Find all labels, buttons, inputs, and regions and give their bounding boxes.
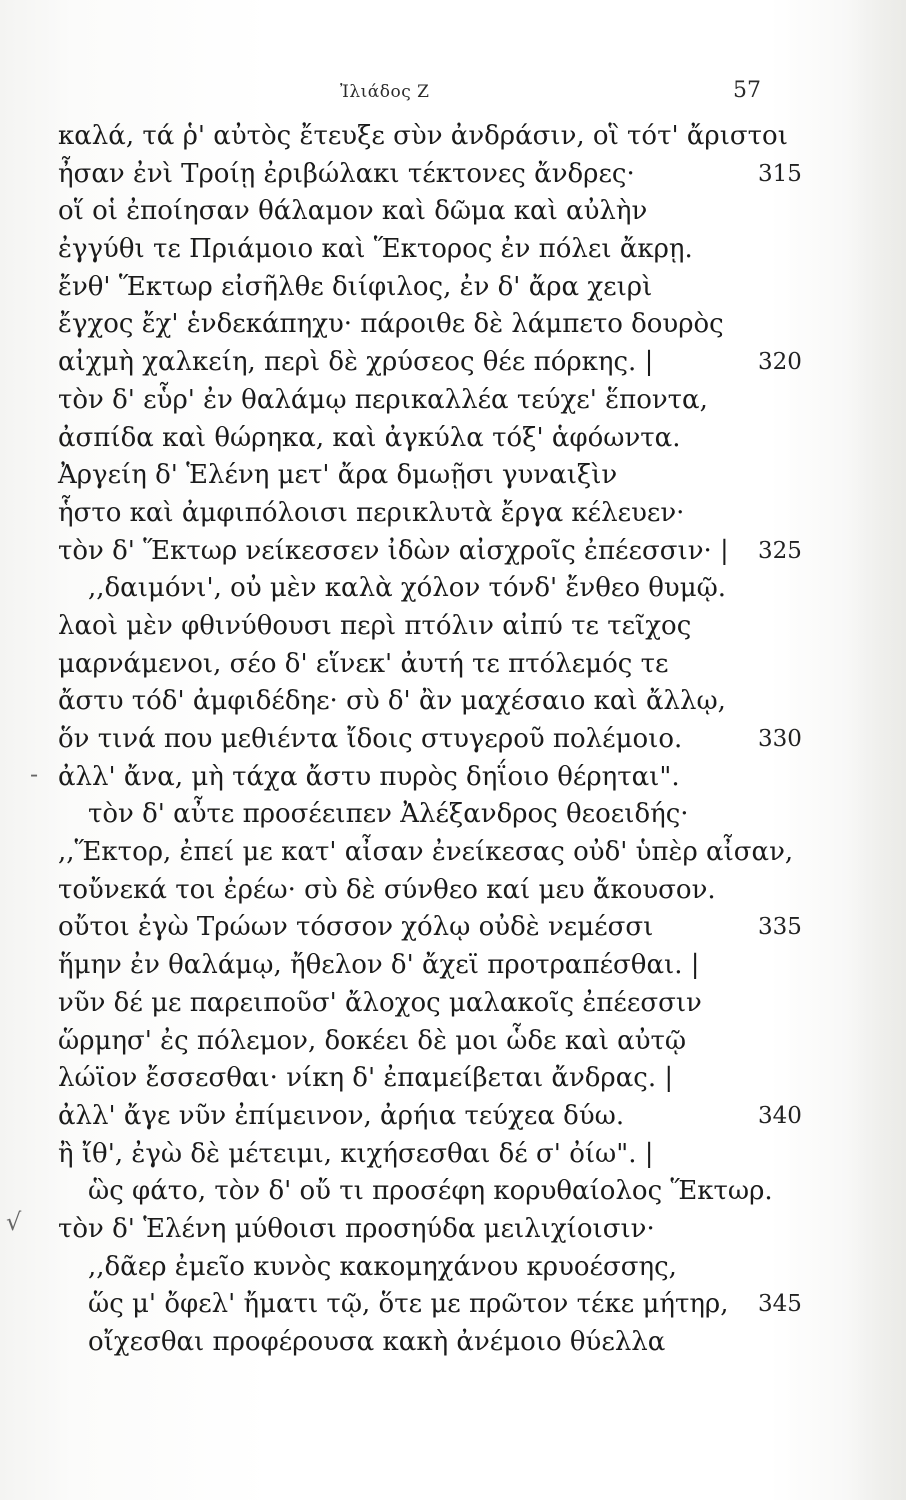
verse-text: ἀλλ' ἄγε νῦν ἐπίμεινον, ἀρήια τεύχεα δύω.	[58, 1100, 625, 1131]
verse-text: ὥς μ' ὄφελ' ἤματι τῷ, ὅτε με πρῶτον τέκε μήτηρ,	[88, 1289, 729, 1320]
verse-line	[58, 570, 818, 608]
verse-line	[58, 1060, 818, 1098]
verse-text: τὸν δ' εὗρ' ἐν θαλάμῳ περικαλλέα τεύχε' ἕποντα,	[58, 384, 708, 415]
line-number: 325	[758, 537, 802, 564]
verse-line	[58, 646, 818, 684]
verse-text: ἔγχος ἔχ' ἑνδεκάπηχυ· πάροιθε δὲ λάμπετο δουρὸς	[58, 309, 724, 340]
verse-line	[58, 1136, 818, 1174]
verse-line	[58, 796, 818, 834]
verse-text: μαρνάμενοι, σέο δ' εἵνεκ' ἀυτή τε πτόλεμός τε	[58, 648, 669, 679]
line-number: 340	[758, 1102, 802, 1129]
verse-line	[58, 118, 818, 156]
verse-text: ὣς φάτο, τὸν δ' οὔ τι προσέφη κορυθαίολος Ἕκτωρ.	[88, 1176, 773, 1207]
verse-text: οὔτοι ἐγὼ Τρώων τόσσον χόλῳ οὐδὲ νεμέσσι	[58, 912, 654, 943]
verse-text: τοὔνεκά τοι ἐρέω· σὺ δὲ σύνθεο καί μευ ἄκουσον.	[58, 874, 716, 905]
verse-text: αἰχμὴ χαλκείη, περὶ δὲ χρύσεος θέε πόρκης. |	[58, 347, 654, 378]
margin-dash-mark: -	[30, 760, 39, 788]
verse-text: ὅν τινά που μεθιέντα ἴδοις στυγεροῦ πολέμοιο.	[58, 724, 683, 754]
verse-line	[58, 1249, 818, 1287]
verse-text: τὸν δ' Ἕκτωρ νείκεσσεν ἰδὼν αἰσχροῖς ἐπέεσσιν· |	[58, 535, 729, 566]
verse-text: ἀσπίδα καὶ θώρηκα, καὶ ἀγκύλα τόξ' ἁφόωντα.	[58, 422, 681, 453]
verse-text: τὸν δ' αὖτε προσέειπεν Ἀλέξανδρος θεοειδής·	[88, 799, 689, 830]
verse-line	[58, 608, 818, 646]
line-number: 330	[758, 726, 802, 752]
verse-text: ὥρμησ' ἐς πόλεμον, δοκέει δὲ μοι ὧδε καὶ αὐτῷ	[58, 1025, 687, 1056]
verse-text: ἥμην ἐν θαλάμῳ, ἤθελον δ' ἄχεϊ προτραπέσθαι. |	[58, 950, 700, 981]
verse-line	[58, 1211, 818, 1249]
verse-text: ἐγγύθι τε Πριάμοιο καὶ Ἕκτορος ἐν πόλει ἄκρῃ.	[58, 234, 693, 265]
verse-line	[58, 985, 818, 1023]
page-number: 57	[733, 78, 761, 103]
verse-text: ἔνθ' Ἕκτωρ εἰσῆλθε διίφιλος, ἐν δ' ἄρα χειρὶ	[58, 271, 653, 302]
verse-text: ἄστυ τόδ' ἀμφιδέδηε· σὺ δ' ἂν μαχέσαιο καὶ ἄλλῳ,	[58, 686, 726, 717]
verse-line	[58, 269, 818, 307]
line-number: 335	[758, 914, 802, 941]
line-number: 320	[758, 349, 802, 376]
verse-text: ,,δᾶερ ἐμεῖο κυνὸς κακομηχάνου κρυοέσσης,	[88, 1251, 677, 1282]
verse-line	[58, 231, 818, 269]
verse-line	[58, 721, 818, 759]
verse-text: ἧστο καὶ ἀμφιπόλοισι περικλυτὰ ἔργα κέλευεν·	[58, 497, 685, 528]
verse-line	[58, 1324, 818, 1362]
verse-line	[58, 1173, 818, 1211]
verse-line	[58, 495, 818, 533]
verse-line	[58, 344, 818, 382]
verse-text: οἵ οἱ ἐποίησαν θάλαμον καὶ δῶμα καὶ αὐλὴν	[58, 196, 648, 227]
verse-line	[58, 683, 818, 721]
verse-line	[58, 947, 818, 985]
verse-line	[58, 872, 818, 910]
verse-line	[58, 1023, 818, 1061]
verse-line	[58, 1098, 818, 1136]
verse-block	[58, 118, 818, 1362]
verse-text: ἀλλ' ἄνα, μὴ τάχα ἄστυ πυρὸς δηΐοιο θέρηται".	[58, 761, 680, 792]
verse-line	[58, 834, 818, 872]
verse-line	[58, 193, 818, 231]
verse-text: λώϊον ἔσσεσθαι· νίκη δ' ἐπαμείβεται ἄνδρας. |	[58, 1063, 674, 1094]
verse-text: ἦσαν ἐνὶ Τροίῃ ἐριβώλακι τέκτονες ἄνδρες·	[58, 158, 635, 189]
page-edge-shadow	[846, 0, 906, 1500]
verse-text: τὸν δ' Ἑλένη μύθοισι προσηύδα μειλιχίοισιν·	[58, 1213, 655, 1244]
verse-text: καλά, τά ῥ' αὐτὸς ἔτευξε σὺν ἀνδράσιν, οἳ τότ' ἄριστοι	[58, 121, 788, 151]
running-title: Ἰλιάδος Ζ	[340, 82, 430, 102]
verse-line	[58, 1286, 818, 1324]
verse-line	[58, 759, 818, 797]
verse-line	[58, 382, 818, 420]
verse-text: ἢ ἴθ', ἐγὼ δὲ μέτειμι, κιχήσεσθαι δέ σ' ὀίω". |	[58, 1138, 654, 1169]
verse-line	[58, 533, 818, 571]
verse-text: νῦν δέ με παρειποῦσ' ἄλοχος μαλακοῖς ἐπέεσσιν	[58, 987, 702, 1018]
verse-text: οἴχεσθαι προφέρουσα κακὴ ἀνέμοιο θύελλα	[88, 1327, 666, 1357]
line-number: 345	[758, 1291, 802, 1318]
verse-text: ,,δαιμόνι', οὐ μὲν καλὰ χόλον τόνδ' ἔνθεο θυμῷ.	[88, 573, 727, 604]
line-number: 315	[758, 160, 802, 187]
verse-text: ,,Ἕκτορ, ἐπεί με κατ' αἶσαν ἐνείκεσας οὐδ' ὑπὲρ αἶσαν,	[58, 837, 794, 868]
verse-line	[58, 156, 818, 194]
verse-line	[58, 909, 818, 947]
margin-check-mark: √	[6, 1208, 22, 1236]
verse-text: Ἀργείη δ' Ἑλένη μετ' ἄρα δμωῇσι γυναιξὶν	[58, 460, 618, 491]
verse-line	[58, 457, 818, 495]
verse-text: λαοὶ μὲν φθινύθουσι περὶ πτόλιν αἰπύ τε τεῖχος	[58, 610, 692, 641]
verse-line	[58, 420, 818, 458]
verse-line	[58, 306, 818, 344]
